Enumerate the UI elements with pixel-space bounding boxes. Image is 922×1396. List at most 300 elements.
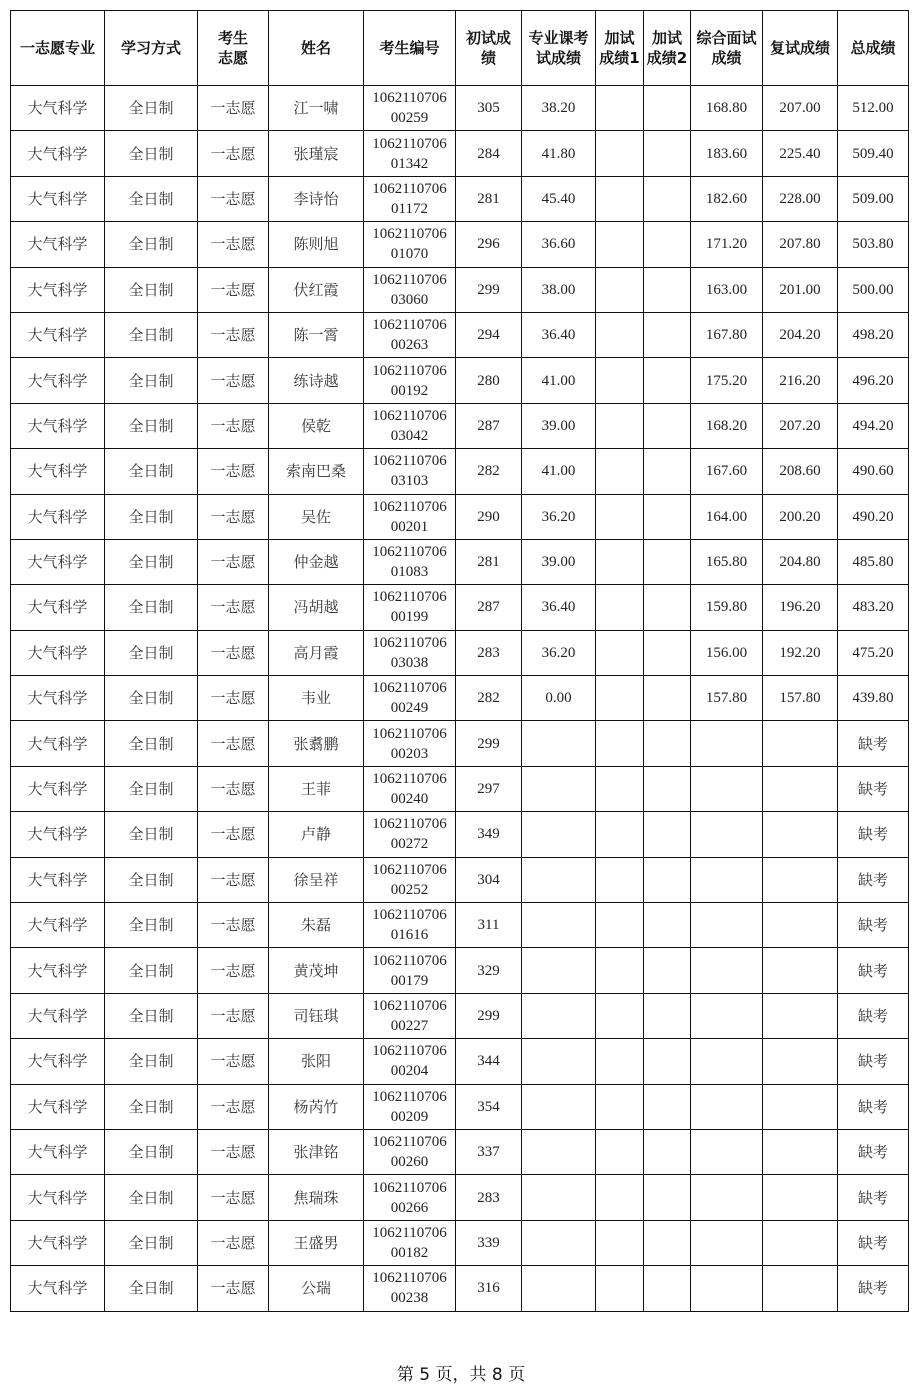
cell-extra-score-1 <box>596 1266 644 1311</box>
table-row <box>11 585 909 630</box>
cell-initial-score: 283 <box>456 630 522 675</box>
cell-extra-score-1 <box>596 857 644 902</box>
cell-major-exam-score <box>522 812 596 857</box>
cell-extra-score-2 <box>644 86 691 131</box>
cell-major-exam-score <box>522 721 596 766</box>
cell-interview-score: 157.80 <box>691 676 763 721</box>
cell-study-mode: 全日制 <box>105 222 198 267</box>
cell-major-exam-score <box>522 766 596 811</box>
table-row <box>11 176 909 221</box>
cell-initial-score: 316 <box>456 1266 522 1311</box>
cell-major: 大气科学 <box>11 1084 105 1129</box>
cell-study-mode: 全日制 <box>105 766 198 811</box>
cell-candidate-id: 1062110706 00266 <box>364 1175 456 1220</box>
cell-preference: 一志愿 <box>198 1175 269 1220</box>
cell-total-score: 500.00 <box>838 267 909 312</box>
cell-candidate-id: 1062110706 00199 <box>364 585 456 630</box>
column-header-study-mode: 学习方式 <box>105 11 198 86</box>
cell-major: 大气科学 <box>11 222 105 267</box>
cell-major: 大气科学 <box>11 630 105 675</box>
cell-interview-score <box>691 812 763 857</box>
cell-total-score: 498.20 <box>838 312 909 357</box>
cell-extra-score-1 <box>596 267 644 312</box>
cell-extra-score-2 <box>644 131 691 176</box>
cell-total-score: 439.80 <box>838 676 909 721</box>
cell-name: 高月霞 <box>269 630 364 675</box>
cell-name: 卢静 <box>269 812 364 857</box>
cell-major-exam-score <box>522 993 596 1038</box>
cell-major-exam-score <box>522 948 596 993</box>
cell-name: 公瑞 <box>269 1266 364 1311</box>
cell-major: 大气科学 <box>11 1220 105 1265</box>
cell-total-score: 496.20 <box>838 358 909 403</box>
cell-interview-score: 165.80 <box>691 539 763 584</box>
cell-candidate-id: 1062110706 00227 <box>364 993 456 1038</box>
cell-major: 大气科学 <box>11 948 105 993</box>
cell-candidate-id: 1062110706 00204 <box>364 1039 456 1084</box>
cell-study-mode: 全日制 <box>105 721 198 766</box>
cell-total-score: 490.60 <box>838 449 909 494</box>
cell-name: 杨芮竹 <box>269 1084 364 1129</box>
cell-interview-score: 159.80 <box>691 585 763 630</box>
table-row <box>11 948 909 993</box>
cell-retest-score <box>763 1266 838 1311</box>
cell-interview-score: 163.00 <box>691 267 763 312</box>
table-row <box>11 766 909 811</box>
cell-initial-score: 294 <box>456 312 522 357</box>
column-header-initial-score: 初试成 绩 <box>456 11 522 86</box>
table-row <box>11 903 909 948</box>
cell-extra-score-2 <box>644 176 691 221</box>
cell-initial-score: 281 <box>456 539 522 584</box>
cell-study-mode: 全日制 <box>105 1039 198 1084</box>
cell-total-score: 509.40 <box>838 131 909 176</box>
cell-extra-score-2 <box>644 903 691 948</box>
cell-retest-score: 192.20 <box>763 630 838 675</box>
cell-major-exam-score <box>522 1266 596 1311</box>
cell-extra-score-2 <box>644 585 691 630</box>
cell-retest-score <box>763 1084 838 1129</box>
cell-initial-score: 290 <box>456 494 522 539</box>
cell-preference: 一志愿 <box>198 948 269 993</box>
cell-preference: 一志愿 <box>198 494 269 539</box>
cell-retest-score: 200.20 <box>763 494 838 539</box>
cell-major-exam-score <box>522 903 596 948</box>
column-header-retest-score: 复试成绩 <box>763 11 838 86</box>
cell-extra-score-1 <box>596 1084 644 1129</box>
cell-major: 大气科学 <box>11 312 105 357</box>
cell-interview-score: 167.80 <box>691 312 763 357</box>
cell-retest-score: 207.80 <box>763 222 838 267</box>
cell-study-mode: 全日制 <box>105 494 198 539</box>
cell-name: 司钰琪 <box>269 993 364 1038</box>
cell-extra-score-1 <box>596 358 644 403</box>
cell-major: 大气科学 <box>11 1039 105 1084</box>
cell-initial-score: 311 <box>456 903 522 948</box>
cell-preference: 一志愿 <box>198 449 269 494</box>
cell-initial-score: 299 <box>456 993 522 1038</box>
cell-study-mode: 全日制 <box>105 948 198 993</box>
table-row <box>11 312 909 357</box>
cell-study-mode: 全日制 <box>105 267 198 312</box>
cell-interview-score <box>691 857 763 902</box>
page-number: 第 5 页，共 8 页 <box>396 1365 526 1385</box>
cell-retest-score <box>763 1175 838 1220</box>
cell-major-exam-score <box>522 1175 596 1220</box>
column-header-candidate-id: 考生编号 <box>364 11 456 86</box>
cell-initial-score: 349 <box>456 812 522 857</box>
cell-preference: 一志愿 <box>198 721 269 766</box>
cell-preference: 一志愿 <box>198 267 269 312</box>
cell-study-mode: 全日制 <box>105 1266 198 1311</box>
cell-interview-score <box>691 1175 763 1220</box>
cell-extra-score-2 <box>644 1175 691 1220</box>
cell-initial-score: 281 <box>456 176 522 221</box>
cell-initial-score: 280 <box>456 358 522 403</box>
cell-major-exam-score: 38.20 <box>522 86 596 131</box>
cell-preference: 一志愿 <box>198 176 269 221</box>
cell-total-score: 缺考 <box>838 766 909 811</box>
column-header-name: 姓名 <box>269 11 364 86</box>
table-row <box>11 993 909 1038</box>
cell-candidate-id: 1062110706 00249 <box>364 676 456 721</box>
cell-retest-score: 207.20 <box>763 403 838 448</box>
table-row <box>11 1129 909 1174</box>
cell-major-exam-score: 45.40 <box>522 176 596 221</box>
cell-major-exam-score: 41.00 <box>522 449 596 494</box>
cell-total-score: 缺考 <box>838 721 909 766</box>
cell-extra-score-2 <box>644 494 691 539</box>
cell-interview-score: 156.00 <box>691 630 763 675</box>
cell-extra-score-2 <box>644 1039 691 1084</box>
cell-major-exam-score <box>522 1129 596 1174</box>
cell-study-mode: 全日制 <box>105 358 198 403</box>
cell-extra-score-1 <box>596 1175 644 1220</box>
cell-total-score: 512.00 <box>838 86 909 131</box>
cell-major-exam-score <box>522 857 596 902</box>
cell-name: 陈一霄 <box>269 312 364 357</box>
cell-candidate-id: 1062110706 00182 <box>364 1220 456 1265</box>
table-row <box>11 812 909 857</box>
cell-name: 王菲 <box>269 766 364 811</box>
cell-initial-score: 283 <box>456 1175 522 1220</box>
cell-extra-score-1 <box>596 539 644 584</box>
cell-preference: 一志愿 <box>198 403 269 448</box>
cell-preference: 一志愿 <box>198 812 269 857</box>
cell-major: 大气科学 <box>11 903 105 948</box>
cell-retest-score: 157.80 <box>763 676 838 721</box>
cell-major-exam-score: 39.00 <box>522 539 596 584</box>
cell-extra-score-1 <box>596 676 644 721</box>
column-header-major: 一志愿专业 <box>11 11 105 86</box>
cell-major-exam-score: 36.40 <box>522 585 596 630</box>
cell-major: 大气科学 <box>11 585 105 630</box>
cell-extra-score-1 <box>596 403 644 448</box>
cell-extra-score-1 <box>596 449 644 494</box>
cell-interview-score <box>691 1220 763 1265</box>
cell-initial-score: 296 <box>456 222 522 267</box>
cell-extra-score-1 <box>596 721 644 766</box>
cell-interview-score: 164.00 <box>691 494 763 539</box>
cell-study-mode: 全日制 <box>105 86 198 131</box>
cell-name: 徐呈祥 <box>269 857 364 902</box>
cell-major-exam-score: 38.00 <box>522 267 596 312</box>
table-row <box>11 86 909 131</box>
cell-preference: 一志愿 <box>198 312 269 357</box>
cell-total-score: 缺考 <box>838 1129 909 1174</box>
cell-interview-score <box>691 766 763 811</box>
cell-retest-score: 207.00 <box>763 86 838 131</box>
cell-initial-score: 299 <box>456 721 522 766</box>
cell-retest-score: 201.00 <box>763 267 838 312</box>
cell-interview-score <box>691 903 763 948</box>
cell-total-score: 485.80 <box>838 539 909 584</box>
cell-extra-score-1 <box>596 903 644 948</box>
cell-name: 张瑾宸 <box>269 131 364 176</box>
cell-extra-score-1 <box>596 131 644 176</box>
cell-major: 大气科学 <box>11 1266 105 1311</box>
cell-interview-score: 167.60 <box>691 449 763 494</box>
cell-study-mode: 全日制 <box>105 312 198 357</box>
cell-preference: 一志愿 <box>198 1084 269 1129</box>
table-row <box>11 721 909 766</box>
cell-preference: 一志愿 <box>198 539 269 584</box>
cell-interview-score <box>691 721 763 766</box>
cell-extra-score-2 <box>644 1266 691 1311</box>
cell-initial-score: 284 <box>456 131 522 176</box>
cell-extra-score-1 <box>596 494 644 539</box>
cell-name: 侯乾 <box>269 403 364 448</box>
cell-total-score: 缺考 <box>838 857 909 902</box>
table-row <box>11 1175 909 1220</box>
cell-extra-score-1 <box>596 312 644 357</box>
cell-candidate-id: 1062110706 00259 <box>364 86 456 131</box>
cell-name: 朱磊 <box>269 903 364 948</box>
cell-candidate-id: 1062110706 00201 <box>364 494 456 539</box>
cell-preference: 一志愿 <box>198 1266 269 1311</box>
cell-study-mode: 全日制 <box>105 857 198 902</box>
cell-study-mode: 全日制 <box>105 993 198 1038</box>
cell-candidate-id: 1062110706 01070 <box>364 222 456 267</box>
cell-extra-score-1 <box>596 176 644 221</box>
column-header-interview-score: 综合面试 成绩 <box>691 11 763 86</box>
cell-retest-score <box>763 903 838 948</box>
cell-extra-score-2 <box>644 948 691 993</box>
cell-extra-score-1 <box>596 630 644 675</box>
cell-preference: 一志愿 <box>198 86 269 131</box>
cell-interview-score: 168.80 <box>691 86 763 131</box>
cell-preference: 一志愿 <box>198 766 269 811</box>
cell-major-exam-score: 0.00 <box>522 676 596 721</box>
cell-retest-score: 196.20 <box>763 585 838 630</box>
cell-initial-score: 282 <box>456 676 522 721</box>
cell-extra-score-1 <box>596 812 644 857</box>
cell-major: 大气科学 <box>11 993 105 1038</box>
cell-major: 大气科学 <box>11 721 105 766</box>
cell-study-mode: 全日制 <box>105 1175 198 1220</box>
table-row <box>11 539 909 584</box>
cell-total-score: 483.20 <box>838 585 909 630</box>
cell-name: 张翥鹏 <box>269 721 364 766</box>
cell-extra-score-1 <box>596 948 644 993</box>
cell-preference: 一志愿 <box>198 1129 269 1174</box>
cell-candidate-id: 1062110706 03103 <box>364 449 456 494</box>
cell-extra-score-1 <box>596 222 644 267</box>
cell-candidate-id: 1062110706 00272 <box>364 812 456 857</box>
cell-initial-score: 344 <box>456 1039 522 1084</box>
table-row <box>11 358 909 403</box>
column-header-major-exam-score: 专业课考 试成绩 <box>522 11 596 86</box>
cell-major: 大气科学 <box>11 1175 105 1220</box>
cell-name: 张津铭 <box>269 1129 364 1174</box>
table-row <box>11 1039 909 1084</box>
cell-major: 大气科学 <box>11 539 105 584</box>
cell-major: 大气科学 <box>11 176 105 221</box>
cell-name: 江一啸 <box>269 86 364 131</box>
table-row <box>11 857 909 902</box>
cell-name: 李诗怡 <box>269 176 364 221</box>
cell-retest-score <box>763 857 838 902</box>
cell-extra-score-2 <box>644 539 691 584</box>
cell-candidate-id: 1062110706 00203 <box>364 721 456 766</box>
cell-interview-score <box>691 1084 763 1129</box>
cell-retest-score: 204.20 <box>763 312 838 357</box>
cell-retest-score <box>763 1039 838 1084</box>
cell-name: 仲金越 <box>269 539 364 584</box>
cell-study-mode: 全日制 <box>105 1220 198 1265</box>
cell-candidate-id: 1062110706 00238 <box>364 1266 456 1311</box>
cell-major: 大气科学 <box>11 766 105 811</box>
cell-study-mode: 全日制 <box>105 403 198 448</box>
cell-interview-score <box>691 1129 763 1174</box>
cell-major: 大气科学 <box>11 1129 105 1174</box>
score-table <box>10 10 909 1312</box>
cell-extra-score-2 <box>644 676 691 721</box>
cell-extra-score-2 <box>644 312 691 357</box>
cell-retest-score: 208.60 <box>763 449 838 494</box>
cell-major: 大气科学 <box>11 86 105 131</box>
cell-study-mode: 全日制 <box>105 585 198 630</box>
cell-extra-score-2 <box>644 222 691 267</box>
table-row <box>11 131 909 176</box>
cell-candidate-id: 1062110706 00260 <box>364 1129 456 1174</box>
cell-total-score: 缺考 <box>838 903 909 948</box>
cell-candidate-id: 1062110706 03060 <box>364 267 456 312</box>
cell-major-exam-score: 36.20 <box>522 630 596 675</box>
cell-extra-score-1 <box>596 1220 644 1265</box>
cell-study-mode: 全日制 <box>105 176 198 221</box>
cell-extra-score-2 <box>644 812 691 857</box>
table-row <box>11 676 909 721</box>
cell-major: 大气科学 <box>11 267 105 312</box>
cell-preference: 一志愿 <box>198 903 269 948</box>
cell-retest-score <box>763 766 838 811</box>
cell-candidate-id: 1062110706 00192 <box>364 358 456 403</box>
cell-name: 吴佐 <box>269 494 364 539</box>
cell-total-score: 490.20 <box>838 494 909 539</box>
table-row <box>11 222 909 267</box>
cell-initial-score: 305 <box>456 86 522 131</box>
cell-interview-score <box>691 1266 763 1311</box>
cell-total-score: 缺考 <box>838 1175 909 1220</box>
cell-preference: 一志愿 <box>198 358 269 403</box>
cell-major: 大气科学 <box>11 494 105 539</box>
cell-interview-score: 175.20 <box>691 358 763 403</box>
cell-total-score: 缺考 <box>838 1084 909 1129</box>
cell-interview-score <box>691 948 763 993</box>
table-row <box>11 403 909 448</box>
cell-major: 大气科学 <box>11 358 105 403</box>
cell-study-mode: 全日制 <box>105 630 198 675</box>
table-row <box>11 449 909 494</box>
cell-initial-score: 297 <box>456 766 522 811</box>
cell-total-score: 缺考 <box>838 1039 909 1084</box>
cell-extra-score-2 <box>644 993 691 1038</box>
cell-extra-score-2 <box>644 267 691 312</box>
cell-preference: 一志愿 <box>198 857 269 902</box>
cell-study-mode: 全日制 <box>105 131 198 176</box>
cell-extra-score-2 <box>644 449 691 494</box>
cell-extra-score-2 <box>644 358 691 403</box>
cell-interview-score: 171.20 <box>691 222 763 267</box>
table-row <box>11 267 909 312</box>
cell-candidate-id: 1062110706 01083 <box>364 539 456 584</box>
cell-major-exam-score: 41.00 <box>522 358 596 403</box>
cell-initial-score: 282 <box>456 449 522 494</box>
cell-extra-score-2 <box>644 857 691 902</box>
cell-name: 张阳 <box>269 1039 364 1084</box>
cell-interview-score: 182.60 <box>691 176 763 221</box>
cell-retest-score: 204.80 <box>763 539 838 584</box>
cell-major-exam-score <box>522 1084 596 1129</box>
cell-preference: 一志愿 <box>198 676 269 721</box>
table-row <box>11 1084 909 1129</box>
cell-extra-score-2 <box>644 1129 691 1174</box>
cell-extra-score-2 <box>644 1220 691 1265</box>
cell-preference: 一志愿 <box>198 630 269 675</box>
cell-total-score: 503.80 <box>838 222 909 267</box>
cell-retest-score <box>763 812 838 857</box>
cell-extra-score-1 <box>596 585 644 630</box>
cell-extra-score-2 <box>644 630 691 675</box>
cell-major-exam-score <box>522 1039 596 1084</box>
table-row <box>11 1220 909 1265</box>
cell-retest-score: 225.40 <box>763 131 838 176</box>
cell-extra-score-1 <box>596 766 644 811</box>
cell-major-exam-score <box>522 1220 596 1265</box>
cell-total-score: 缺考 <box>838 1266 909 1311</box>
cell-retest-score: 228.00 <box>763 176 838 221</box>
cell-initial-score: 354 <box>456 1084 522 1129</box>
cell-total-score: 缺考 <box>838 948 909 993</box>
cell-extra-score-1 <box>596 993 644 1038</box>
cell-total-score: 509.00 <box>838 176 909 221</box>
cell-extra-score-1 <box>596 86 644 131</box>
table-row <box>11 494 909 539</box>
cell-extra-score-2 <box>644 721 691 766</box>
cell-total-score: 494.20 <box>838 403 909 448</box>
cell-total-score: 缺考 <box>838 993 909 1038</box>
cell-extra-score-1 <box>596 1039 644 1084</box>
cell-retest-score <box>763 721 838 766</box>
cell-initial-score: 337 <box>456 1129 522 1174</box>
cell-extra-score-2 <box>644 766 691 811</box>
cell-major-exam-score: 36.20 <box>522 494 596 539</box>
cell-study-mode: 全日制 <box>105 539 198 584</box>
cell-candidate-id: 1062110706 00252 <box>364 857 456 902</box>
cell-preference: 一志愿 <box>198 585 269 630</box>
column-header-extra-score-1: 加试 成绩1 <box>596 11 644 86</box>
